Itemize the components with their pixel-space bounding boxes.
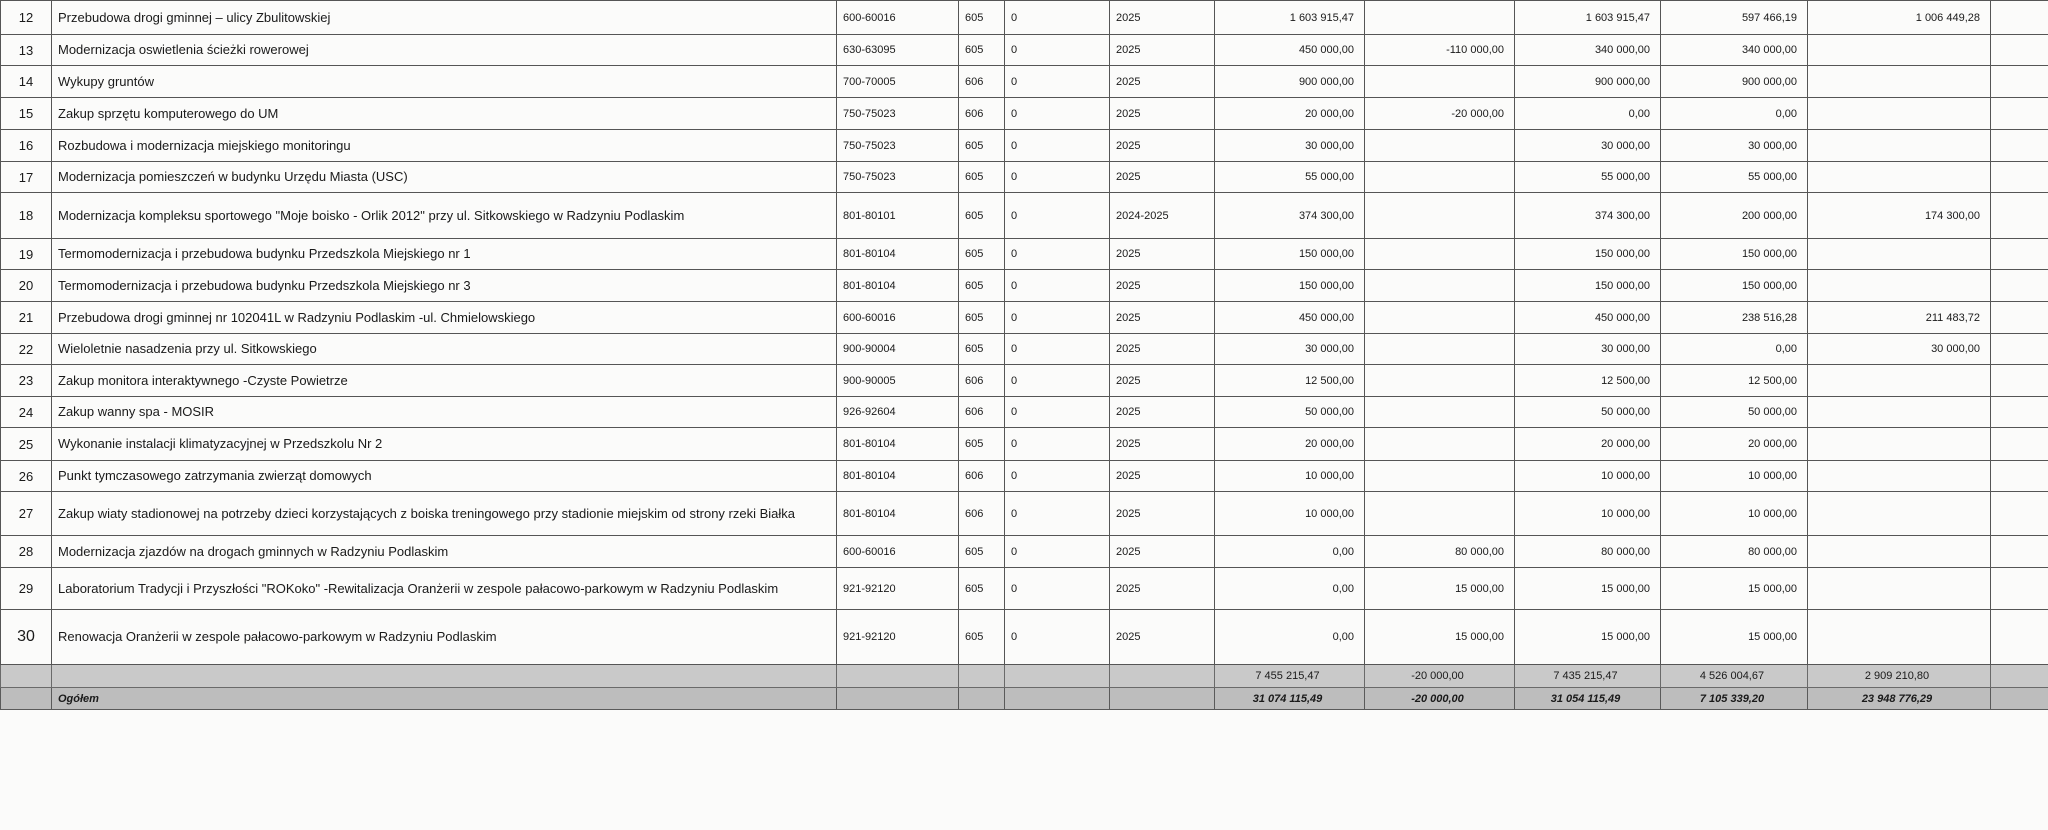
subtotal-r2025: 4 526 004,67 — [1661, 665, 1808, 688]
cell-z: 0 — [1005, 35, 1110, 66]
cell-dzial: 600-60016 — [837, 302, 959, 334]
cell-plan: 374 300,00 — [1215, 193, 1365, 239]
cell-par: 606 — [959, 66, 1005, 98]
table-row — [1, 536, 2048, 568]
table-row — [1, 397, 2048, 428]
total-r2025: 7 105 339,20 — [1661, 688, 1808, 710]
table-row — [1, 365, 2048, 397]
cell-plan: 10 000,00 — [1215, 492, 1365, 536]
cell-dzial: 630-63095 — [837, 35, 959, 66]
cell-dzial: 700-70005 — [837, 66, 959, 98]
cell-name: Termomodernizacja i przebudowa budynku Przedszkola Miejskiego nr 3 — [52, 270, 837, 302]
cell-empty — [1991, 568, 2048, 610]
table-row — [1, 35, 2048, 66]
cell-r2026 — [1808, 536, 1991, 568]
cell-name: Wieloletnie nasadzenia przy ul. Sitkowskiego — [52, 334, 837, 365]
cell-lp: 25 — [1, 428, 52, 461]
cell-zmiana — [1365, 461, 1515, 492]
cell-z: 0 — [1005, 492, 1110, 536]
cell-lp: 22 — [1, 334, 52, 365]
cell-par: 605 — [959, 162, 1005, 193]
cell-r2026 — [1808, 428, 1991, 461]
cell-zmiana — [1365, 130, 1515, 162]
table-row — [1, 239, 2048, 270]
cell-r2026 — [1808, 162, 1991, 193]
cell-years: 2025 — [1110, 365, 1215, 397]
cell-years: 2025 — [1110, 536, 1215, 568]
cell-zmiana — [1365, 270, 1515, 302]
cell-dzial: 801-80101 — [837, 193, 959, 239]
cell-r2026 — [1808, 610, 1991, 665]
cell-lp: 28 — [1, 536, 52, 568]
cell-r2025: 150 000,00 — [1661, 270, 1808, 302]
cell-name: Wykupy gruntów — [52, 66, 837, 98]
cell-po_zmianach: 1 603 915,47 — [1515, 1, 1661, 35]
cell-po_zmianach: 12 500,00 — [1515, 365, 1661, 397]
cell-name: Zakup monitora interaktywnego -Czyste Powietrze — [52, 365, 837, 397]
cell-name: Modernizacja zjazdów na drogach gminnych w Radzyniu Podlaskim — [52, 536, 837, 568]
cell-years: 2025 — [1110, 1, 1215, 35]
cell-plan: 450 000,00 — [1215, 35, 1365, 66]
table-row — [1, 66, 2048, 98]
cell-empty — [52, 665, 837, 688]
table-row — [1, 428, 2048, 461]
cell-z: 0 — [1005, 461, 1110, 492]
cell-years: 2025 — [1110, 568, 1215, 610]
total-row — [1, 688, 2048, 710]
cell-par: 605 — [959, 302, 1005, 334]
cell-plan: 20 000,00 — [1215, 98, 1365, 130]
cell-r2025: 10 000,00 — [1661, 492, 1808, 536]
cell-r2026 — [1808, 66, 1991, 98]
cell-years: 2025 — [1110, 492, 1215, 536]
cell-zmiana — [1365, 239, 1515, 270]
cell-zmiana — [1365, 492, 1515, 536]
cell-plan: 50 000,00 — [1215, 397, 1365, 428]
table-row — [1, 568, 2048, 610]
cell-plan: 0,00 — [1215, 536, 1365, 568]
cell-zmiana: 15 000,00 — [1365, 610, 1515, 665]
cell-r2026 — [1808, 397, 1991, 428]
cell-z: 0 — [1005, 239, 1110, 270]
cell-r2025: 900 000,00 — [1661, 66, 1808, 98]
subtotal-plan: 7 455 215,47 — [1215, 665, 1365, 688]
cell-r2026: 174 300,00 — [1808, 193, 1991, 239]
cell-dzial: 750-75023 — [837, 130, 959, 162]
cell-years: 2025 — [1110, 98, 1215, 130]
cell-years: 2025 — [1110, 397, 1215, 428]
cell-name: Renowacja Oranżerii w zespole pałacowo-parkowym w Radzyniu Podlaskim — [52, 610, 837, 665]
cell-empty — [1991, 130, 2048, 162]
cell-po_zmianach: 50 000,00 — [1515, 397, 1661, 428]
cell-years: 2025 — [1110, 270, 1215, 302]
cell-name: Zakup wanny spa - MOSIR — [52, 397, 837, 428]
cell-lp: 23 — [1, 365, 52, 397]
cell-plan: 450 000,00 — [1215, 302, 1365, 334]
cell-lp: 20 — [1, 270, 52, 302]
cell-years: 2025 — [1110, 610, 1215, 665]
cell-z: 0 — [1005, 610, 1110, 665]
cell-empty — [1991, 536, 2048, 568]
cell-r2025: 50 000,00 — [1661, 397, 1808, 428]
cell-par: 605 — [959, 270, 1005, 302]
total-r2026: 23 948 776,29 — [1808, 688, 1991, 710]
cell-r2026: 1 006 449,28 — [1808, 1, 1991, 35]
cell-plan: 12 500,00 — [1215, 365, 1365, 397]
cell-plan: 900 000,00 — [1215, 66, 1365, 98]
cell-z: 0 — [1005, 270, 1110, 302]
cell-par: 606 — [959, 397, 1005, 428]
cell-plan: 1 603 915,47 — [1215, 1, 1365, 35]
cell-years: 2024-2025 — [1110, 193, 1215, 239]
cell-plan: 10 000,00 — [1215, 461, 1365, 492]
cell-po_zmianach: 30 000,00 — [1515, 130, 1661, 162]
cell-r2026: 211 483,72 — [1808, 302, 1991, 334]
table-row — [1, 270, 2048, 302]
cell-dzial: 600-60016 — [837, 536, 959, 568]
cell-par: 605 — [959, 193, 1005, 239]
cell-po_zmianach: 450 000,00 — [1515, 302, 1661, 334]
cell-dzial: 900-90005 — [837, 365, 959, 397]
cell-po_zmianach: 30 000,00 — [1515, 334, 1661, 365]
cell-par: 606 — [959, 98, 1005, 130]
cell-empty — [1991, 162, 2048, 193]
cell-plan: 55 000,00 — [1215, 162, 1365, 193]
cell-r2025: 80 000,00 — [1661, 536, 1808, 568]
cell-r2026 — [1808, 130, 1991, 162]
cell-par: 605 — [959, 428, 1005, 461]
cell-r2025: 0,00 — [1661, 98, 1808, 130]
cell-lp: 29 — [1, 568, 52, 610]
subtotal-zmiana: -20 000,00 — [1365, 665, 1515, 688]
cell-lp: 17 — [1, 162, 52, 193]
cell-z: 0 — [1005, 98, 1110, 130]
cell-dzial: 900-90004 — [837, 334, 959, 365]
cell-lp: 16 — [1, 130, 52, 162]
cell-po_zmianach: 900 000,00 — [1515, 66, 1661, 98]
cell-plan: 0,00 — [1215, 568, 1365, 610]
cell-po_zmianach: 150 000,00 — [1515, 239, 1661, 270]
cell-zmiana: -110 000,00 — [1365, 35, 1515, 66]
cell-par: 605 — [959, 1, 1005, 35]
cell-empty — [1991, 66, 2048, 98]
cell-empty — [1991, 302, 2048, 334]
cell-dzial: 600-60016 — [837, 1, 959, 35]
subtotal-po_zmianach: 7 435 215,47 — [1515, 665, 1661, 688]
cell-lp: 26 — [1, 461, 52, 492]
cell-po_zmianach: 20 000,00 — [1515, 428, 1661, 461]
cell-plan: 30 000,00 — [1215, 334, 1365, 365]
cell-z: 0 — [1005, 66, 1110, 98]
cell-r2025: 150 000,00 — [1661, 239, 1808, 270]
cell-dzial: 926-92604 — [837, 397, 959, 428]
cell-name: Laboratorium Tradycji i Przyszłości "ROKoko" -Rewitalizacja Oranżerii w zespole pałacowo-parkowym w Radzyniu Podlaskim — [52, 568, 837, 610]
cell-plan: 150 000,00 — [1215, 270, 1365, 302]
cell-plan: 20 000,00 — [1215, 428, 1365, 461]
cell-years: 2025 — [1110, 302, 1215, 334]
cell-empty — [1005, 665, 1110, 688]
cell-dzial: 801-80104 — [837, 270, 959, 302]
cell-name: Przebudowa drogi gminnej – ulicy Zbulitowskiej — [52, 1, 837, 35]
cell-empty — [1991, 492, 2048, 536]
table-row — [1, 302, 2048, 334]
cell-z: 0 — [1005, 536, 1110, 568]
cell-r2026 — [1808, 461, 1991, 492]
cell-name: Zakup sprzętu komputerowego do UM — [52, 98, 837, 130]
cell-zmiana: 15 000,00 — [1365, 568, 1515, 610]
cell-r2026 — [1808, 35, 1991, 66]
cell-empty — [1005, 688, 1110, 710]
cell-name: Punkt tymczasowego zatrzymania zwierząt domowych — [52, 461, 837, 492]
cell-r2026 — [1808, 98, 1991, 130]
cell-par: 606 — [959, 492, 1005, 536]
cell-zmiana — [1365, 428, 1515, 461]
cell-years: 2025 — [1110, 130, 1215, 162]
cell-name: Wykonanie instalacji klimatyzacyjnej w Przedszkolu Nr 2 — [52, 428, 837, 461]
cell-r2026 — [1808, 239, 1991, 270]
cell-years: 2025 — [1110, 461, 1215, 492]
table-row — [1, 130, 2048, 162]
cell-empty — [837, 665, 959, 688]
total-zmiana: -20 000,00 — [1365, 688, 1515, 710]
cell-r2025: 10 000,00 — [1661, 461, 1808, 492]
cell-empty — [1110, 688, 1215, 710]
cell-par: 606 — [959, 365, 1005, 397]
cell-r2026 — [1808, 270, 1991, 302]
cell-z: 0 — [1005, 130, 1110, 162]
cell-empty — [837, 688, 959, 710]
cell-empty — [1991, 1, 2048, 35]
subtotal-r2026: 2 909 210,80 — [1808, 665, 1991, 688]
cell-r2025: 12 500,00 — [1661, 365, 1808, 397]
cell-zmiana — [1365, 365, 1515, 397]
cell-years: 2025 — [1110, 239, 1215, 270]
table-row — [1, 1, 2048, 35]
cell-lp: 13 — [1, 35, 52, 66]
cell-empty — [1991, 35, 2048, 66]
cell-par: 605 — [959, 536, 1005, 568]
cell-zmiana — [1365, 193, 1515, 239]
cell-po_zmianach: 15 000,00 — [1515, 568, 1661, 610]
cell-name: Modernizacja oswietlenia ścieżki rowerowej — [52, 35, 837, 66]
cell-years: 2025 — [1110, 66, 1215, 98]
cell-plan: 150 000,00 — [1215, 239, 1365, 270]
cell-z: 0 — [1005, 365, 1110, 397]
cell-empty — [1991, 688, 2048, 710]
cell-zmiana: 80 000,00 — [1365, 536, 1515, 568]
cell-zmiana — [1365, 397, 1515, 428]
cell-lp: 19 — [1, 239, 52, 270]
cell-z: 0 — [1005, 193, 1110, 239]
cell-par: 605 — [959, 130, 1005, 162]
cell-dzial: 801-80104 — [837, 461, 959, 492]
cell-po_zmianach: 0,00 — [1515, 98, 1661, 130]
cell-z: 0 — [1005, 1, 1110, 35]
cell-po_zmianach: 10 000,00 — [1515, 492, 1661, 536]
cell-years: 2025 — [1110, 35, 1215, 66]
cell-par: 605 — [959, 610, 1005, 665]
cell-z: 0 — [1005, 428, 1110, 461]
cell-empty — [1991, 665, 2048, 688]
cell-r2025: 0,00 — [1661, 334, 1808, 365]
cell-par: 605 — [959, 239, 1005, 270]
cell-empty — [1110, 665, 1215, 688]
cell-name: Zakup wiaty stadionowej na potrzeby dzieci korzystających z boiska treningowego przy stadionie miejskim od strony rzeki Białka — [52, 492, 837, 536]
table-row — [1, 610, 2048, 665]
cell-empty — [1991, 334, 2048, 365]
cell-lp: 12 — [1, 1, 52, 35]
cell-lp: 24 — [1, 397, 52, 428]
cell-z: 0 — [1005, 397, 1110, 428]
cell-dzial: 801-80104 — [837, 428, 959, 461]
cell-r2025: 15 000,00 — [1661, 568, 1808, 610]
cell-z: 0 — [1005, 162, 1110, 193]
cell-dzial: 750-75023 — [837, 98, 959, 130]
cell-r2025: 20 000,00 — [1661, 428, 1808, 461]
cell-lp: 30 — [1, 610, 52, 665]
cell-empty — [959, 688, 1005, 710]
cell-r2025: 15 000,00 — [1661, 610, 1808, 665]
cell-dzial: 801-80104 — [837, 239, 959, 270]
cell-z: 0 — [1005, 302, 1110, 334]
cell-par: 605 — [959, 334, 1005, 365]
cell-empty — [1991, 193, 2048, 239]
cell-plan: 0,00 — [1215, 610, 1365, 665]
table-row — [1, 193, 2048, 239]
cell-po_zmianach: 80 000,00 — [1515, 536, 1661, 568]
cell-r2025: 55 000,00 — [1661, 162, 1808, 193]
cell-po_zmianach: 340 000,00 — [1515, 35, 1661, 66]
cell-lp: 15 — [1, 98, 52, 130]
cell-r2026 — [1808, 492, 1991, 536]
cell-r2026 — [1808, 365, 1991, 397]
cell-empty — [1991, 270, 2048, 302]
cell-zmiana — [1365, 66, 1515, 98]
cell-z: 0 — [1005, 334, 1110, 365]
total-plan: 31 074 115,49 — [1215, 688, 1365, 710]
table-row — [1, 492, 2048, 536]
cell-name: Modernizacja pomieszczeń w budynku Urzędu Miasta (USC) — [52, 162, 837, 193]
cell-empty — [1991, 428, 2048, 461]
cell-empty — [1991, 98, 2048, 130]
total-label: Ogółem — [52, 688, 837, 710]
cell-par: 605 — [959, 35, 1005, 66]
cell-po_zmianach: 55 000,00 — [1515, 162, 1661, 193]
cell-zmiana: -20 000,00 — [1365, 98, 1515, 130]
cell-po_zmianach: 10 000,00 — [1515, 461, 1661, 492]
cell-po_zmianach: 374 300,00 — [1515, 193, 1661, 239]
cell-zmiana — [1365, 302, 1515, 334]
cell-lp: 21 — [1, 302, 52, 334]
table-row — [1, 162, 2048, 193]
table-row — [1, 461, 2048, 492]
table-row — [1, 334, 2048, 365]
cell-zmiana — [1365, 162, 1515, 193]
cell-name: Termomodernizacja i przebudowa budynku Przedszkola Miejskiego nr 1 — [52, 239, 837, 270]
cell-r2026 — [1808, 568, 1991, 610]
cell-zmiana — [1365, 1, 1515, 35]
cell-years: 2025 — [1110, 334, 1215, 365]
total-po_zmianach: 31 054 115,49 — [1515, 688, 1661, 710]
cell-years: 2025 — [1110, 162, 1215, 193]
cell-name: Przebudowa drogi gminnej nr 102041L w Radzyniu Podlaskim -ul. Chmielowskiego — [52, 302, 837, 334]
cell-empty — [1991, 461, 2048, 492]
cell-plan: 30 000,00 — [1215, 130, 1365, 162]
cell-name: Rozbudowa i modernizacja miejskiego monitoringu — [52, 130, 837, 162]
cell-dzial: 801-80104 — [837, 492, 959, 536]
cell-r2025: 340 000,00 — [1661, 35, 1808, 66]
cell-lp: 18 — [1, 193, 52, 239]
cell-r2026: 30 000,00 — [1808, 334, 1991, 365]
cell-empty — [1991, 365, 2048, 397]
cell-empty — [1, 688, 52, 710]
cell-zmiana — [1365, 334, 1515, 365]
cell-empty — [1991, 397, 2048, 428]
cell-name: Modernizacja kompleksu sportowego "Moje boisko - Orlik 2012" przy ul. Sitkowskiego w Radzyniu Podlaskim — [52, 193, 837, 239]
table-row — [1, 98, 2048, 130]
cell-r2025: 30 000,00 — [1661, 130, 1808, 162]
cell-po_zmianach: 15 000,00 — [1515, 610, 1661, 665]
cell-dzial: 921-92120 — [837, 568, 959, 610]
cell-dzial: 750-75023 — [837, 162, 959, 193]
subtotal-row — [1, 665, 2048, 688]
cell-empty — [1, 665, 52, 688]
cell-empty — [959, 665, 1005, 688]
cell-lp: 27 — [1, 492, 52, 536]
cell-par: 605 — [959, 568, 1005, 610]
cell-par: 606 — [959, 461, 1005, 492]
cell-empty — [1991, 239, 2048, 270]
cell-z: 0 — [1005, 568, 1110, 610]
cell-r2025: 200 000,00 — [1661, 193, 1808, 239]
cell-years: 2025 — [1110, 428, 1215, 461]
cell-empty — [1991, 610, 2048, 665]
cell-po_zmianach: 150 000,00 — [1515, 270, 1661, 302]
cell-dzial: 921-92120 — [837, 610, 959, 665]
cell-r2025: 238 516,28 — [1661, 302, 1808, 334]
cell-lp: 14 — [1, 66, 52, 98]
cell-r2025: 597 466,19 — [1661, 1, 1808, 35]
